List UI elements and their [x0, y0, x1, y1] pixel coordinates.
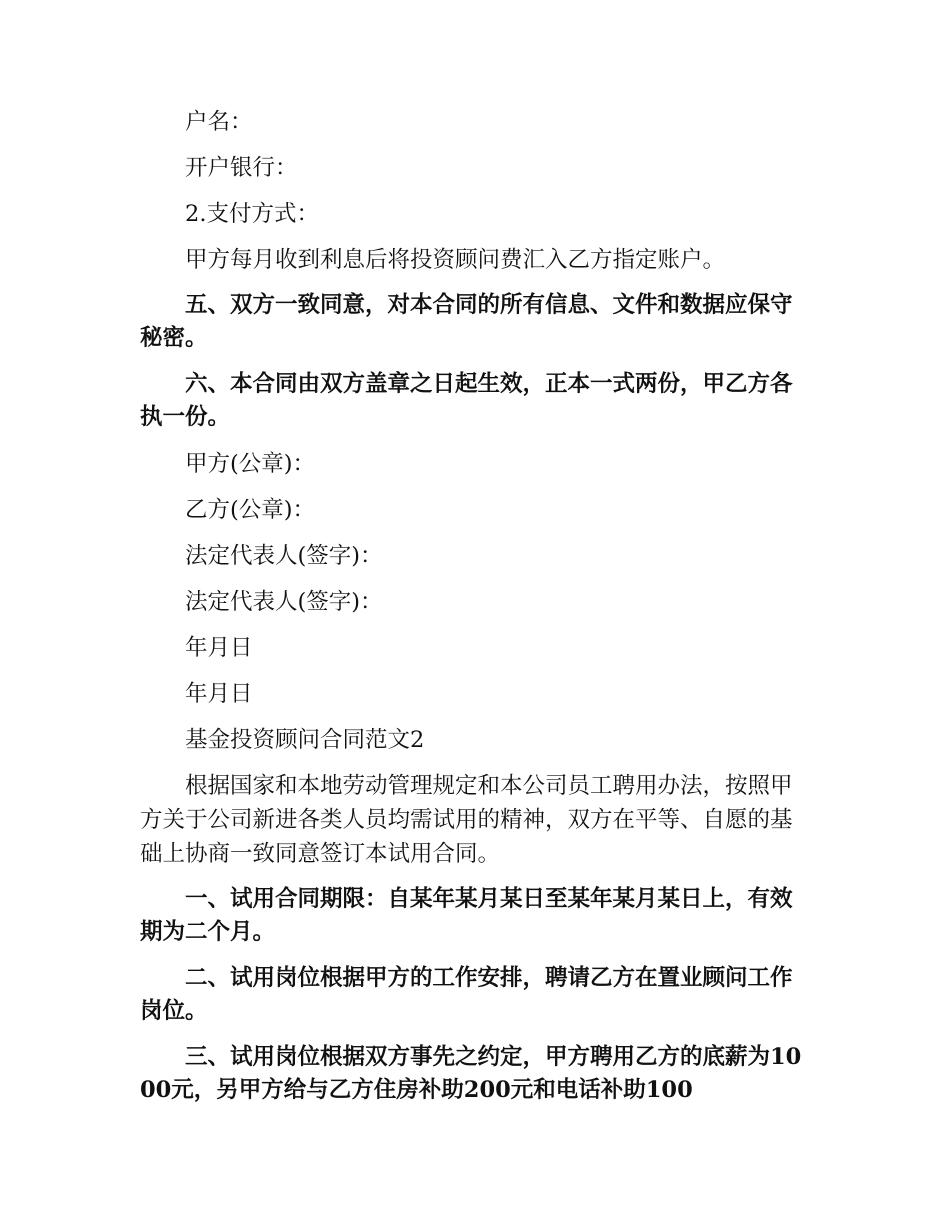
paragraph-preamble: 根据国家和本地劳动管理规定和本公司员工聘用办法，按照甲方关于公司新进各类人员均需试用的精神，双方在平等、自愿的基础上协商一致同意签订本试用合同。: [140, 773, 793, 867]
legal-rep-signature-a: 法定代表人(签字)：: [185, 543, 383, 569]
clause-six-effectiveness: 六、本合同由双方盖章之日起生效，正本一式两份，甲乙方各执一份。: [140, 371, 793, 430]
paragraph-bank: 开户银行：: [185, 155, 298, 181]
clause-three-salary: 三、试用岗位根据双方事先之约定，甲方聘用乙方的底薪为1000元，另甲方给与乙方住房补助200元和电话补助100: [140, 1044, 802, 1103]
legal-rep-signature-b: 法定代表人(签字)：: [185, 589, 383, 615]
paragraph-payment-method: 2.支付方式：: [185, 201, 319, 227]
paragraph-payment-detail: 甲方每月收到利息后将投资顾问费汇入乙方指定账户。: [185, 247, 726, 273]
clause-five-confidentiality: 五、双方一致同意，对本合同的所有信息、文件和数据应保守秘密。: [140, 292, 793, 351]
party-b-seal: 乙方(公章)：: [185, 497, 316, 523]
clause-one-term: 一、试用合同期限：自某年某月某日至某年某月某日上，有效期为二个月。: [140, 886, 793, 945]
date-line-b: 年月日: [185, 681, 253, 707]
section-title-sample-2: 基金投资顾问合同范文2: [185, 727, 425, 753]
party-a-seal: 甲方(公章)：: [185, 451, 316, 477]
clause-two-position: 二、试用岗位根据甲方的工作安排，聘请乙方在置业顾问工作岗位。: [140, 965, 793, 1024]
date-line-a: 年月日: [185, 635, 253, 661]
paragraph-account-name: 户名：: [185, 109, 253, 135]
document-body: [140, 105, 808, 1120]
